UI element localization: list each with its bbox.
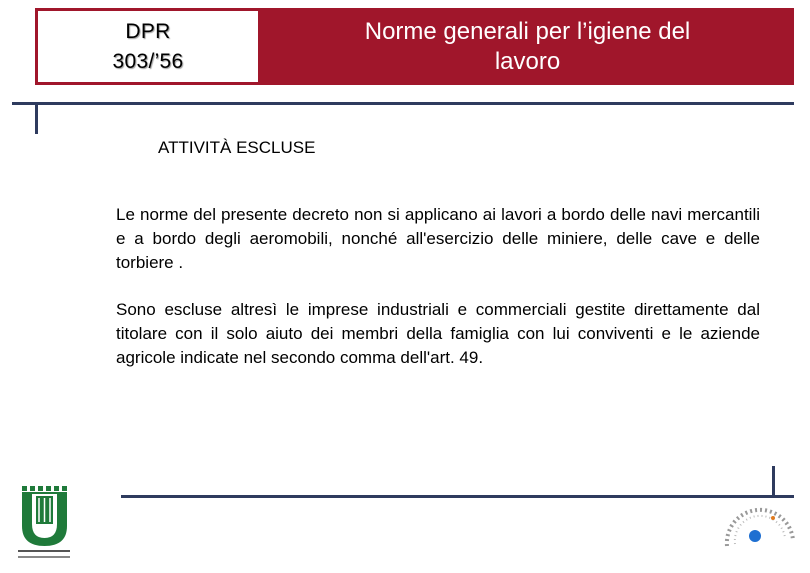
top-divider (12, 102, 794, 105)
section-heading: ATTIVITÀ ESCLUSE (158, 138, 316, 157)
university-logo-icon (14, 486, 74, 566)
bottom-divider-tick (772, 466, 775, 498)
decree-code-line-1: DPR (125, 19, 171, 43)
decree-code-box (35, 8, 261, 85)
paragraph-1: Le norme del presente decreto non si applicano ai lavori a bordo delle navi mercantili e a bordo degli aeromobili, nonché all'esercizio delle miniere, delle cave e delle torbiere . (116, 205, 760, 272)
top-divider-tick (35, 102, 38, 134)
paragraph-2: Sono escluse altresì le imprese industriali e commerciali gestite direttamente dal titolare con il solo aiuto dei membri della famiglia con lui conviventi e le aziende agricole indicate nel secondo comma dell'art. 49. (116, 300, 760, 367)
slide-title-line-2: lavoro (494, 47, 561, 75)
decree-code-line-2: 303/’56 (112, 49, 184, 73)
bottom-divider (121, 495, 794, 498)
slide-title-line-1: Norme generali per l’igiene del (364, 17, 691, 45)
slide-title-box (261, 8, 794, 85)
circular-seal-logo-icon (715, 500, 800, 568)
